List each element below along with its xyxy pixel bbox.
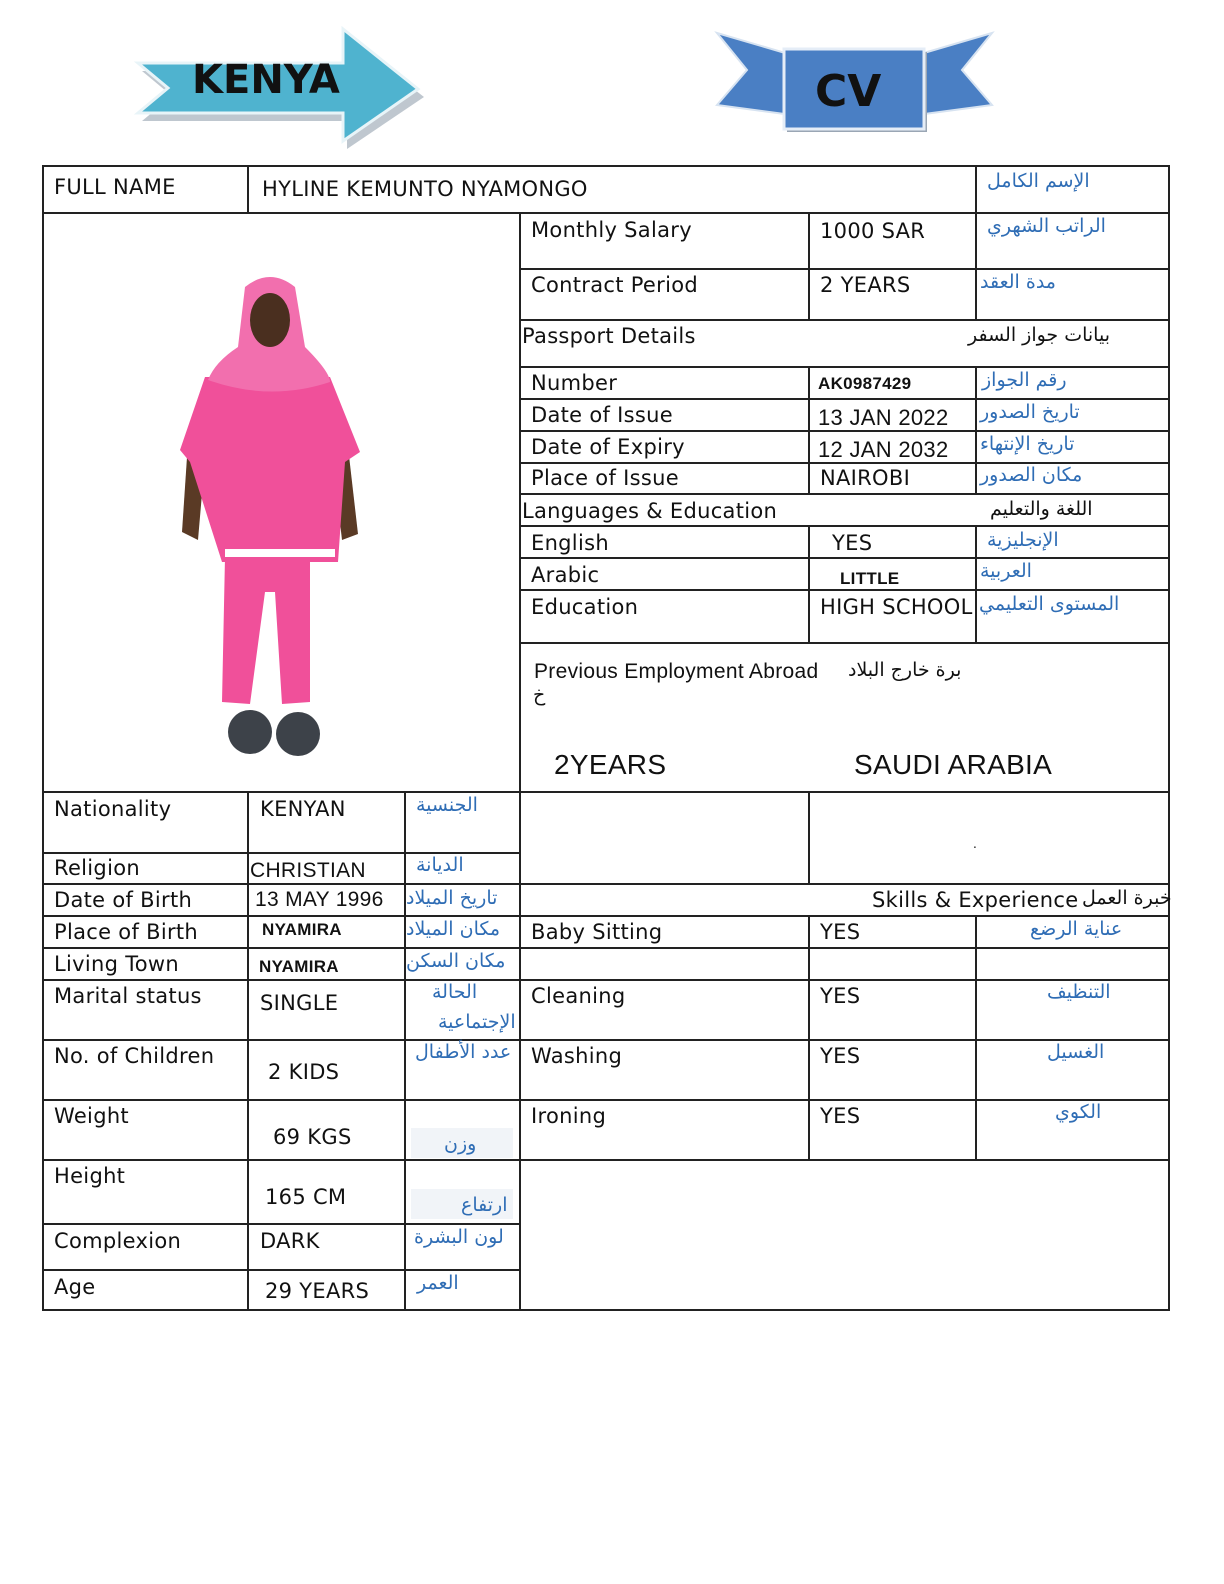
language-value: YES [832,531,873,555]
personal-label: Marital status [54,984,202,1008]
personal-arabic: مكان الميلاد [406,918,501,940]
personal-value: SINGLE [260,991,339,1015]
passport-arabic: مكان الصدور [980,464,1083,486]
passport-heading-arabic: بيانات جواز السفر [968,324,1110,346]
language-value: HIGH SCHOOL [820,595,973,619]
previous-employment-dot: . [973,837,978,851]
personal-arabic: لون البشرة [414,1226,504,1248]
personal-value: 29 YEARS [265,1279,370,1303]
passport-arabic: رقم الجواز [982,369,1067,391]
skills-heading: Skills & Experience [872,888,1079,912]
personal-arabic: وزن [444,1133,477,1155]
skill-arabic: الكوي [1055,1101,1102,1123]
previous-employment-duration: 2YEARS [554,749,667,780]
personal-value: CHRISTIAN [250,859,366,882]
language-arabic: الإنجليزية [987,529,1059,551]
previous-employment-heading-arabic: برة خارج البلاد [848,659,962,681]
skill-label: Cleaning [531,984,626,1008]
previous-employment-heading: Previous Employment Abroad [534,660,819,683]
language-arabic: العربية [980,560,1032,582]
personal-value: NYAMIRA [259,957,339,976]
personal-label: Age [54,1275,96,1299]
personal-value: 13 MAY 1996 [255,888,384,911]
skill-value: YES [820,984,861,1008]
personal-label: Date of Birth [54,888,193,912]
language-arabic: المستوى التعليمي [979,593,1120,615]
passport-heading: Passport Details [522,324,696,348]
language-label: Arabic [531,563,600,587]
personal-arabic: الجنسية [416,794,478,816]
job-arabic: مدة العقد [980,271,1056,293]
job-value: 2 YEARS [820,273,911,297]
languages-heading: Languages & Education [522,499,778,523]
personal-value: 69 KGS [273,1125,352,1149]
job-label: Monthly Salary [531,218,692,242]
skill-value: YES [820,1104,861,1128]
cv-banner-label: CV [815,66,882,117]
skill-arabic: التنظيف [1047,981,1111,1003]
passport-arabic: تاريخ الإنتهاء [980,433,1075,455]
passport-value: 12 JAN 2032 [818,437,949,462]
personal-value: NYAMIRA [262,920,342,939]
personal-label: Place of Birth [54,920,199,944]
candidate-photo [170,272,370,762]
full-name-arabic: الإسم الكامل [987,170,1090,192]
personal-value: KENYAN [260,797,346,821]
skill-label: Baby Sitting [531,920,663,944]
personal-value: 2 KIDS [268,1060,340,1084]
previous-employment-country: SAUDI ARABIA [854,749,1053,780]
personal-arabic: الحالة [432,981,478,1003]
personal-arabic: عدد الأطفال [415,1041,512,1063]
passport-value: NAIROBI [820,466,911,490]
job-arabic: الراتب الشهري [987,215,1106,237]
personal-label: No. of Children [54,1044,215,1068]
skill-label: Ironing [531,1104,607,1128]
kenya-banner-label: KENYA [192,57,340,103]
personal-label: Nationality [54,797,172,821]
personal-label: Religion [54,856,140,880]
personal-arabic: العمر [417,1272,459,1294]
personal-arabic: مكان السكن [406,950,506,972]
passport-label: Date of Issue [531,403,673,427]
job-label: Contract Period [531,273,698,297]
passport-label: Date of Expiry [531,435,685,459]
personal-arabic: الديانة [416,854,464,876]
language-value: LITTLE [840,569,900,588]
full-name-label: FULL NAME [54,175,176,199]
skill-label: Washing [531,1044,623,1068]
language-label: Education [531,595,639,619]
personal-label: Weight [54,1104,129,1128]
language-label: English [531,531,609,555]
skills-heading-arabic: خبرة العمل [1082,887,1172,909]
personal-value: DARK [260,1229,320,1253]
personal-label: Complexion [54,1229,182,1253]
personal-label: Height [54,1164,126,1188]
passport-value: 13 JAN 2022 [818,405,949,430]
skill-value: YES [820,1044,861,1068]
passport-label: Place of Issue [531,466,679,490]
skill-arabic: الغسيل [1047,1041,1105,1063]
languages-heading-arabic: اللغة والتعليم [990,498,1093,520]
passport-arabic: تاريخ الصدور [980,401,1080,423]
skill-arabic: عناية الرضع [1030,918,1123,940]
skill-value: YES [820,920,861,944]
personal-label: Living Town [54,952,180,976]
full-name-value: HYLINE KEMUNTO NYAMONGO [262,177,588,201]
passport-value: AK0987429 [818,374,912,393]
personal-arabic-line2: الإجتماعية [438,1011,516,1033]
job-value: 1000 SAR [820,219,926,243]
personal-value: 165 CM [265,1185,347,1209]
personal-arabic: تاريخ الميلاد [406,887,498,909]
personal-arabic: ارتفاع [461,1194,508,1216]
previous-employment-heading-arabic-wrap: خ [533,684,546,706]
passport-label: Number [531,371,618,395]
